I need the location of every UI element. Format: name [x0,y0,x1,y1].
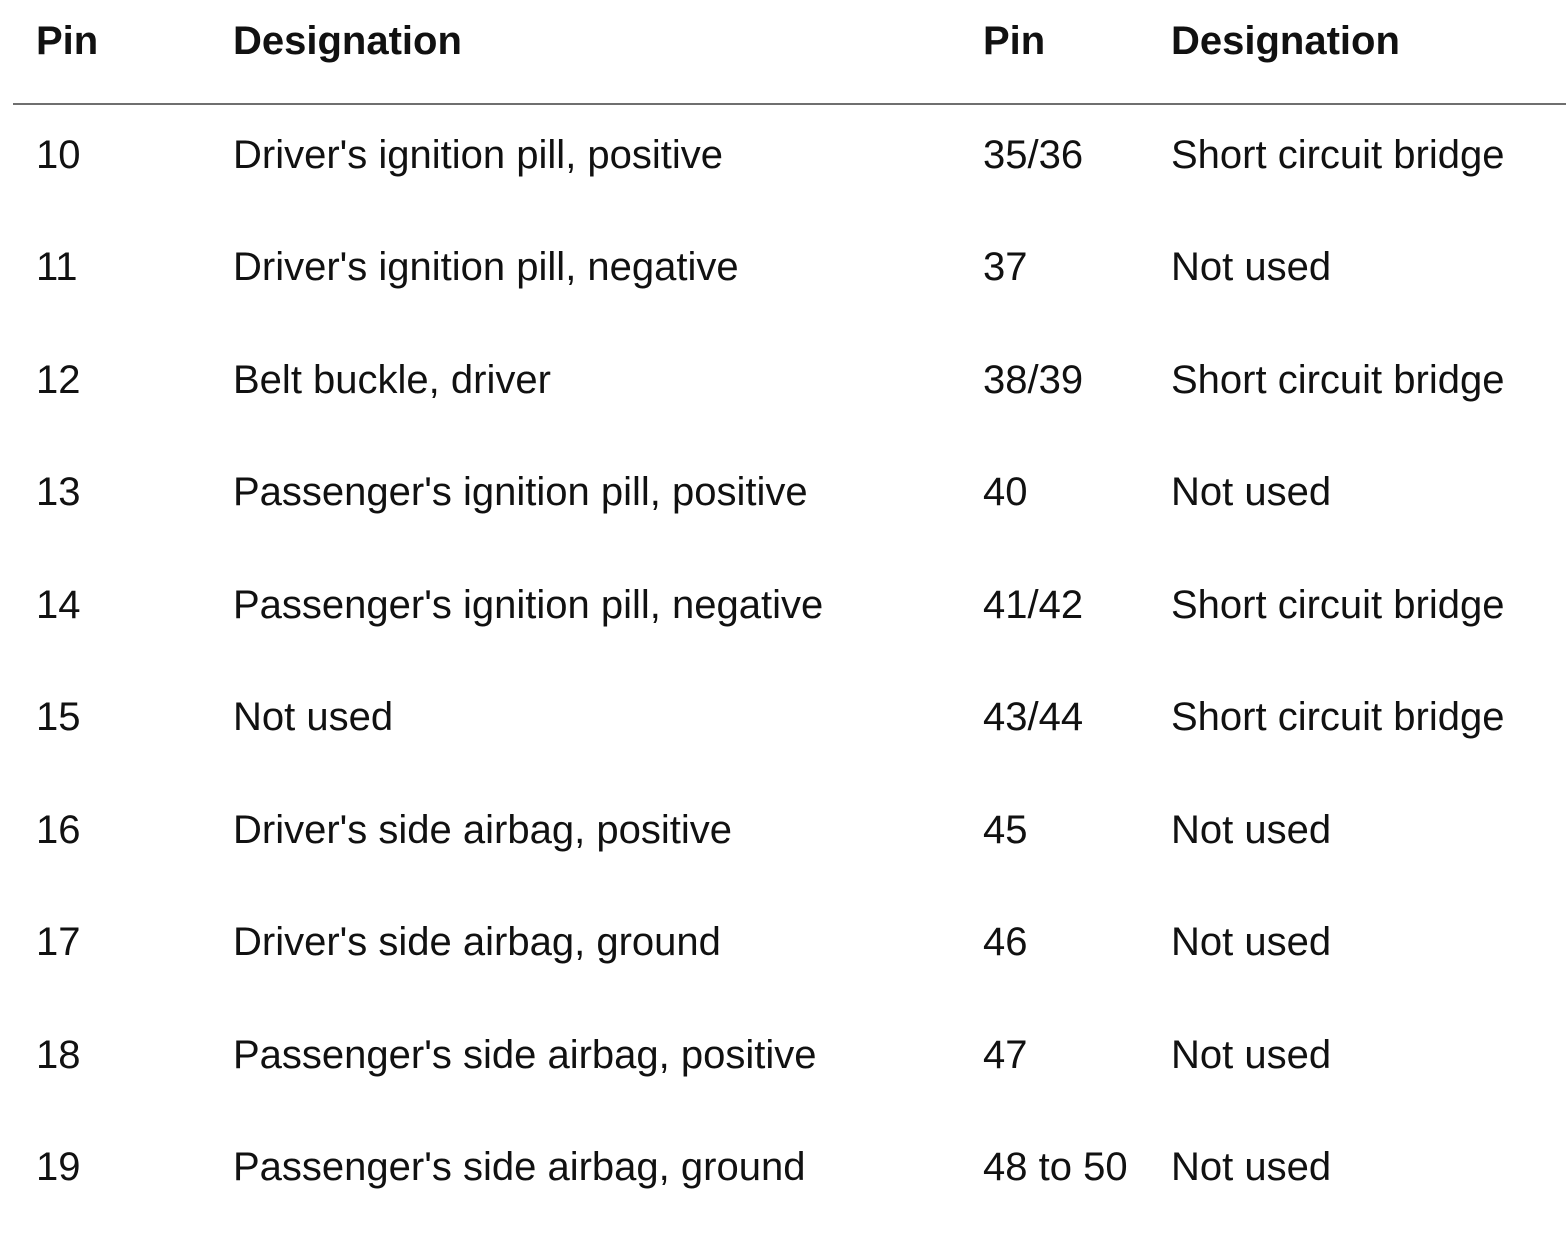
designation-cell: Not used [1171,245,1332,289]
pin-cell: 15 [36,695,81,739]
pin-cell: 43/44 [983,695,1084,739]
designation-cell: Passenger's side airbag, positive [233,1033,817,1077]
table-row [0,468,1566,580]
header-pin-left: Pin [36,19,99,63]
designation-cell: Passenger's ignition pill, negative [233,583,824,627]
designation-cell: Not used [233,695,394,739]
designation-cell: Not used [1171,920,1332,964]
designation-cell: Driver's side airbag, positive [233,808,732,852]
table-row [0,243,1566,355]
pin-cell: 10 [36,133,81,177]
table-row [0,131,1566,243]
table-row [0,581,1566,693]
pin-cell: 40 [983,470,1028,514]
pin-cell: 35/36 [983,133,1084,177]
table-row [0,693,1566,805]
table-row [0,356,1566,468]
pin-cell: 19 [36,1145,81,1189]
designation-cell: Driver's ignition pill, positive [233,133,724,177]
pin-cell: 48 to 50 [983,1145,1128,1189]
designation-cell: Short circuit bridge [1171,133,1505,177]
pin-cell: 45 [983,808,1028,852]
pin-cell: 17 [36,920,81,964]
designation-cell: Not used [1171,1033,1332,1077]
table-row [0,1031,1566,1143]
pin-cell: 47 [983,1033,1028,1077]
header-pin-right: Pin [983,19,1046,63]
designation-cell: Short circuit bridge [1171,695,1505,739]
pin-cell: 13 [36,470,81,514]
pin-cell: 16 [36,808,81,852]
designation-cell: Short circuit bridge [1171,583,1505,627]
designation-cell: Passenger's side airbag, ground [233,1145,806,1189]
header-designation-left: Designation [233,19,462,63]
table-row [0,1143,1566,1255]
table-row [0,806,1566,918]
pin-cell: 14 [36,583,81,627]
pin-cell: 11 [36,245,78,289]
table-row [0,918,1566,1030]
pin-cell: 18 [36,1033,81,1077]
designation-cell: Not used [1171,470,1332,514]
designation-cell: Driver's side airbag, ground [233,920,721,964]
designation-cell: Driver's ignition pill, negative [233,245,739,289]
table-header-row [0,0,1566,84]
pin-cell: 37 [983,245,1028,289]
designation-cell: Not used [1171,808,1332,852]
designation-cell: Short circuit bridge [1171,358,1505,402]
designation-cell: Not used [1171,1145,1332,1189]
designation-cell: Belt buckle, driver [233,358,551,402]
pin-cell: 41/42 [983,583,1084,627]
pin-cell: 46 [983,920,1028,964]
pin-cell: 12 [36,358,81,402]
pin-cell: 38/39 [983,358,1084,402]
header-divider [13,103,1566,105]
header-designation-right: Designation [1171,19,1400,63]
designation-cell: Passenger's ignition pill, positive [233,470,808,514]
